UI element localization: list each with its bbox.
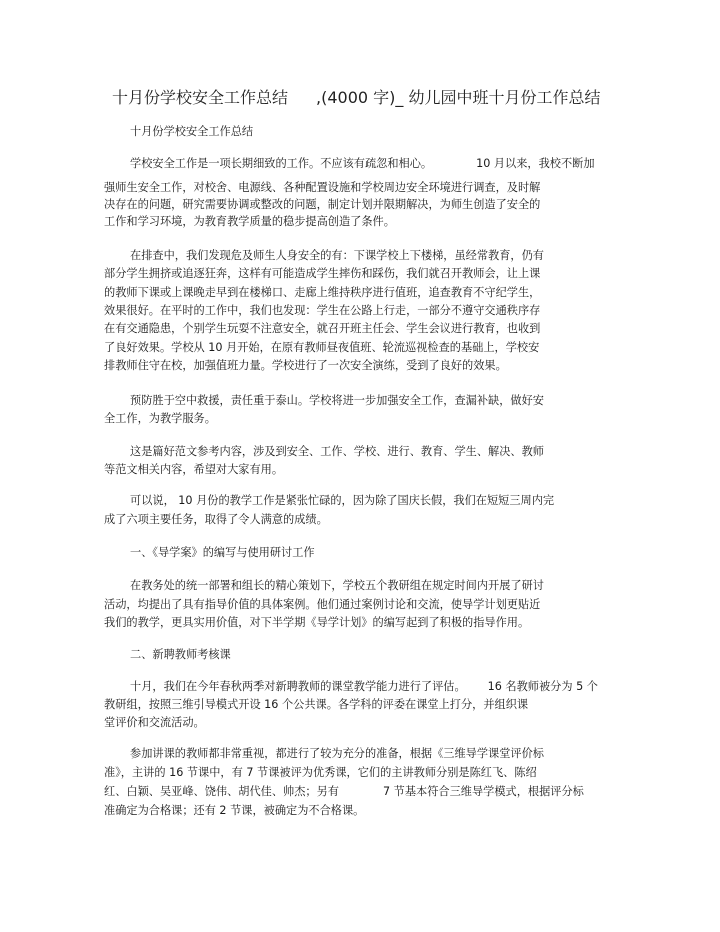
p8-line-2: 准》，主讲的 16 节课中，有 7 节课被评为优秀课，它们的主讲教师分别是陈红飞、陈绍 [104, 766, 537, 779]
p7-line-3: 堂评价和交流活动。 [104, 716, 205, 729]
p2-line-4: 效果很好。在平时的工作中，我们也发现：学生在公路上行走，一部分不遵守交通秩序存 [104, 304, 541, 317]
p1-line-4: 工作和学习环境，为教育教学质量的稳步提高创造了条件。 [104, 215, 395, 228]
section-heading-2: 二、新聘教师考核课 [130, 648, 231, 661]
p8-line-3a: 红、白颖、吴亚峰、饶伟、胡代佳、帅杰；另有 [104, 785, 339, 798]
p5-line-2: 成了六项主要任务，取得了令人满意的成绩。 [104, 513, 328, 526]
p1-line-1a: 学校安全工作是一项长期细致的工作。不应该有疏忽和相心。 [130, 157, 433, 170]
p6-line-3: 我们的教学，更具实用价值，对下半学期《导学计划》的编写起到了积极的指导作用。 [104, 616, 530, 629]
p3-line-2: 全工作，为教学服务。 [104, 412, 216, 425]
p7-line-2: 教研组，按照三维引导模式开设 16 个公共课。各学科的评委在课堂上打分，并组织课 [104, 698, 529, 711]
section-heading-1: 一、《导学案》的编写与使用研讨工作 [130, 546, 315, 559]
p4-line-2: 等范文相关内容，希望对大家有用。 [104, 463, 284, 476]
p3-line-1: 预防胜于空中救援，责任重于泰山。学校将进一步加强安全工作，查漏补缺，做好安 [130, 394, 544, 407]
p4-line-1: 这是篇好范文参考内容，涉及到安全、工作、学校、进行、教育、学生、解决、教师 [130, 445, 544, 458]
p6-line-2: 活动，均提出了具有指导价值的具体案例。他们通过案例讨论和交流，使导学计划更贴近 [104, 598, 541, 611]
p8-line-3b: 7 节基本符合三维导学模式，根据评分标 [382, 785, 584, 798]
p1-line-1b: 10 月以来，我校不断加 [476, 157, 595, 170]
title-part-1: 十月份学校安全工作总结 [112, 88, 289, 107]
p7-line-1 [130, 679, 598, 695]
p2-line-7: 排教师住守在校，加强值班力量。学校进行了一次安全演练，受到了良好的效果。 [104, 359, 507, 372]
p2-line-3: 的教师下课或上课晚走早到在楼梯口、走廊上维持秩序进行值班，追查教育不守纪学生， [104, 286, 541, 299]
p1-line-2: 强师生安全工作，对校舍、电源线、各种配置设施和学校周边安全环境进行调查，及时解 [104, 181, 541, 194]
document-title [112, 86, 672, 110]
p6-line-1: 在教务处的统一部署和组长的精心策划下，学校五个教研组在规定时间内开展了研讨 [130, 579, 544, 592]
p7-line-1b: 16 名教师被分为 5 个 [487, 680, 598, 693]
p2-line-6: 了良好效果。学校从 10 月开始，在原有教师昼夜值班、轮流巡视检查的基础上，学校安 [104, 341, 540, 354]
p1-line-3: 决存在的问题，研究需要协调或整改的问题，制定计划并限期解决，为师生创造了安全的 [104, 198, 541, 211]
p8-line-3 [104, 784, 584, 800]
subtitle: 十月份学校安全工作总结 [130, 125, 254, 138]
p2-line-1: 在排查中，我们发现危及师生人身安全的有：下课学校上下楼梯，虽经常教育，仍有 [130, 249, 544, 262]
p8-line-4: 准确定为合格课；还有 2 节课，被确定为不合格课。 [104, 804, 365, 817]
p1-line-1 [130, 156, 595, 172]
title-part-2: ,(4000 字)_ 幼儿园中班十月份工作总结 [316, 88, 601, 107]
p2-line-5: 在有交通隐患，个别学生玩耍不注意安全，就召开班主任会、学生会议进行教育，也收到 [104, 322, 541, 335]
p7-line-1a: 十月，我们在今年春秋两季对新聘教师的课堂教学能力进行了评估。 [130, 680, 466, 693]
p5-line-1: 可以说， 10 月份的教学工作是紧张忙碌的，因为除了国庆长假，我们在短短三周内完 [130, 494, 555, 507]
p2-line-2: 部分学生拥挤或追逐狂奔，这样有可能造成学生摔伤和踩伤，我们就召开教师会，让上课 [104, 267, 541, 280]
p8-line-1: 参加讲课的教师都非常重视，都进行了较为充分的准备，根据《三维导学课堂评价标 [130, 747, 544, 760]
